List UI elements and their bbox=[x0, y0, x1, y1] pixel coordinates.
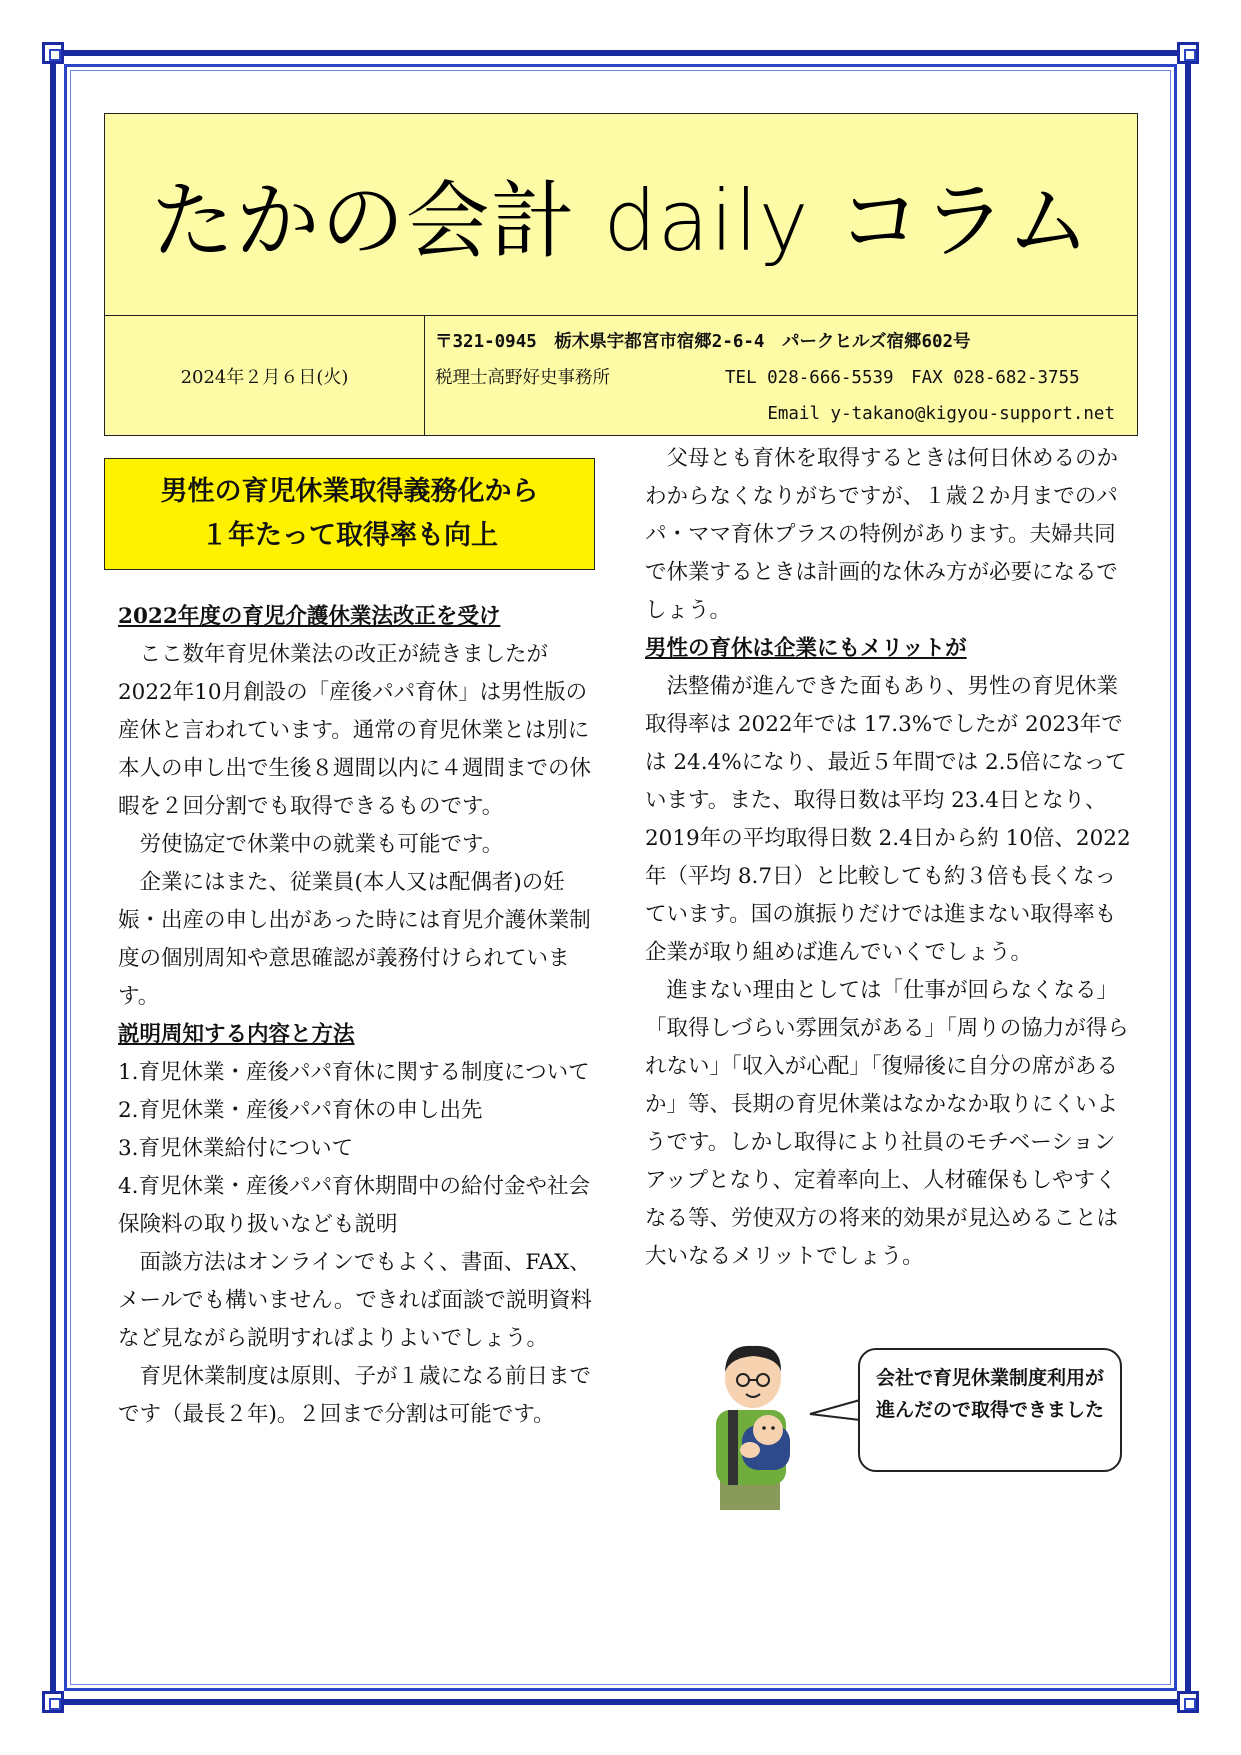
section-heading: 男性の育休は企業にもメリットが bbox=[645, 636, 967, 661]
right-column bbox=[645, 440, 1131, 1276]
headline-line-2: １年たって取得率も向上 bbox=[201, 520, 498, 551]
corner-ornament-top-right bbox=[1177, 42, 1199, 64]
corner-ornament-bottom-right bbox=[1177, 1691, 1199, 1713]
list-item: 3.育児休業給付について bbox=[118, 1136, 354, 1161]
article-headline bbox=[104, 458, 595, 570]
paragraph: 企業にはまた、従業員(本人又は配偶者)の妊娠・出産の申し出があった時には育児介護休業制度の個別周知や意思確認が義務付けられています。 bbox=[118, 870, 591, 1009]
issue-date: 2024年２月６日(火) bbox=[105, 316, 425, 435]
office-line bbox=[435, 360, 1125, 396]
masthead bbox=[104, 113, 1138, 436]
paragraph: 法整備が進んできた面もあり、男性の育児休業取得率は 2022年では 17.3%でしたが 2023年では 24.4%になり、最近５年間では 2.5倍になっています。また、取得日数は平均 23.4日となり、2019年の平均取得日数 2.4日から約 10倍、2022年（平均 8.7日）と比較しても約３倍も長くなっています。国の旗振りだけでは進まない取得率も企業が取り組めば進んでいくでしょう。 bbox=[645, 674, 1131, 965]
list-item: 2.育児休業・産後パパ育休の申し出先 bbox=[118, 1098, 483, 1123]
list-item: 4.育児休業・産後パパ育休期間中の給付金や社会保険料の取り扱いなども説明 bbox=[118, 1174, 591, 1237]
corner-ornament-top-left bbox=[42, 42, 64, 64]
paragraph: ここ数年育児休業法の改正が続きましたが 2022年10月創設の「産後パパ育休」は男性版の産休と言われています。通常の育児休業とは別に本人の申し出で生後８週間以内に４週間までの休暇を２回分割でも取得できるものです。 bbox=[118, 642, 592, 819]
office-phone-fax: TEL 028-666-5539 FAX 028-682-3755 bbox=[725, 368, 1080, 388]
section-heading: 説明周知する内容と方法 bbox=[118, 1022, 355, 1047]
office-name: 税理士高野好史事務所 bbox=[435, 368, 610, 388]
office-address: 〒321-0945 栃木県宇都宮市宿郷2-6-4 パークヒルズ宿郷602号 bbox=[435, 332, 971, 352]
corner-ornament-bottom-left bbox=[42, 1691, 64, 1713]
father-with-baby-illustration bbox=[698, 1330, 808, 1510]
headline-line-1: 男性の育児休業取得義務化から bbox=[160, 476, 539, 507]
paragraph: 育児休業制度は原則、子が１歳になる前日までです（最長２年)。２回まで分割は可能です。 bbox=[118, 1364, 592, 1427]
paragraph: 労使協定で休業中の就業も可能です。 bbox=[139, 832, 504, 857]
list-item: 1.育児休業・産後パパ育休に関する制度について bbox=[118, 1060, 590, 1085]
paragraph: 面談方法はオンラインでもよく、書面、FAX、メールでも構いません。できれば面談で説明資料など見ながら説明すればよりよいでしょう。 bbox=[118, 1250, 592, 1351]
speech-bubble-tail bbox=[806, 1396, 866, 1426]
paragraph: 父母とも育休を取得するときは何日休めるのかわからなくなりがちですが、１歳２か月までのパパ・ママ育休プラスの特例があります。夫婦共同で休業するときは計画的な休み方が必要になるでしょう。 bbox=[645, 446, 1119, 623]
paragraph: 進まない理由としては「仕事が回らなくなる」「取得しづらい雰囲気がある」「周りの協力が得られない」「収入が心配」「復帰後に自分の席があるか」等、長期の育児休業はなかなか取りにくいようです。しかし取得により社員のモチベーションアップとなり、定着率向上、人材確保もしやすくなる等、労使双方の将来的効果が見込めることは大いなるメリットでしょう。 bbox=[645, 978, 1129, 1269]
office-contact bbox=[435, 324, 1125, 432]
section-heading: 2022年度の育児介護休業法改正を受け bbox=[118, 604, 501, 629]
left-column bbox=[118, 598, 604, 1434]
speech-bubble: 会社で育児休業制度利用が進んだので取得できました bbox=[858, 1348, 1122, 1472]
office-email: Email y-takano@kigyou-support.net bbox=[767, 404, 1115, 424]
newsletter-title: たかの会計 daily コラム bbox=[105, 114, 1137, 316]
